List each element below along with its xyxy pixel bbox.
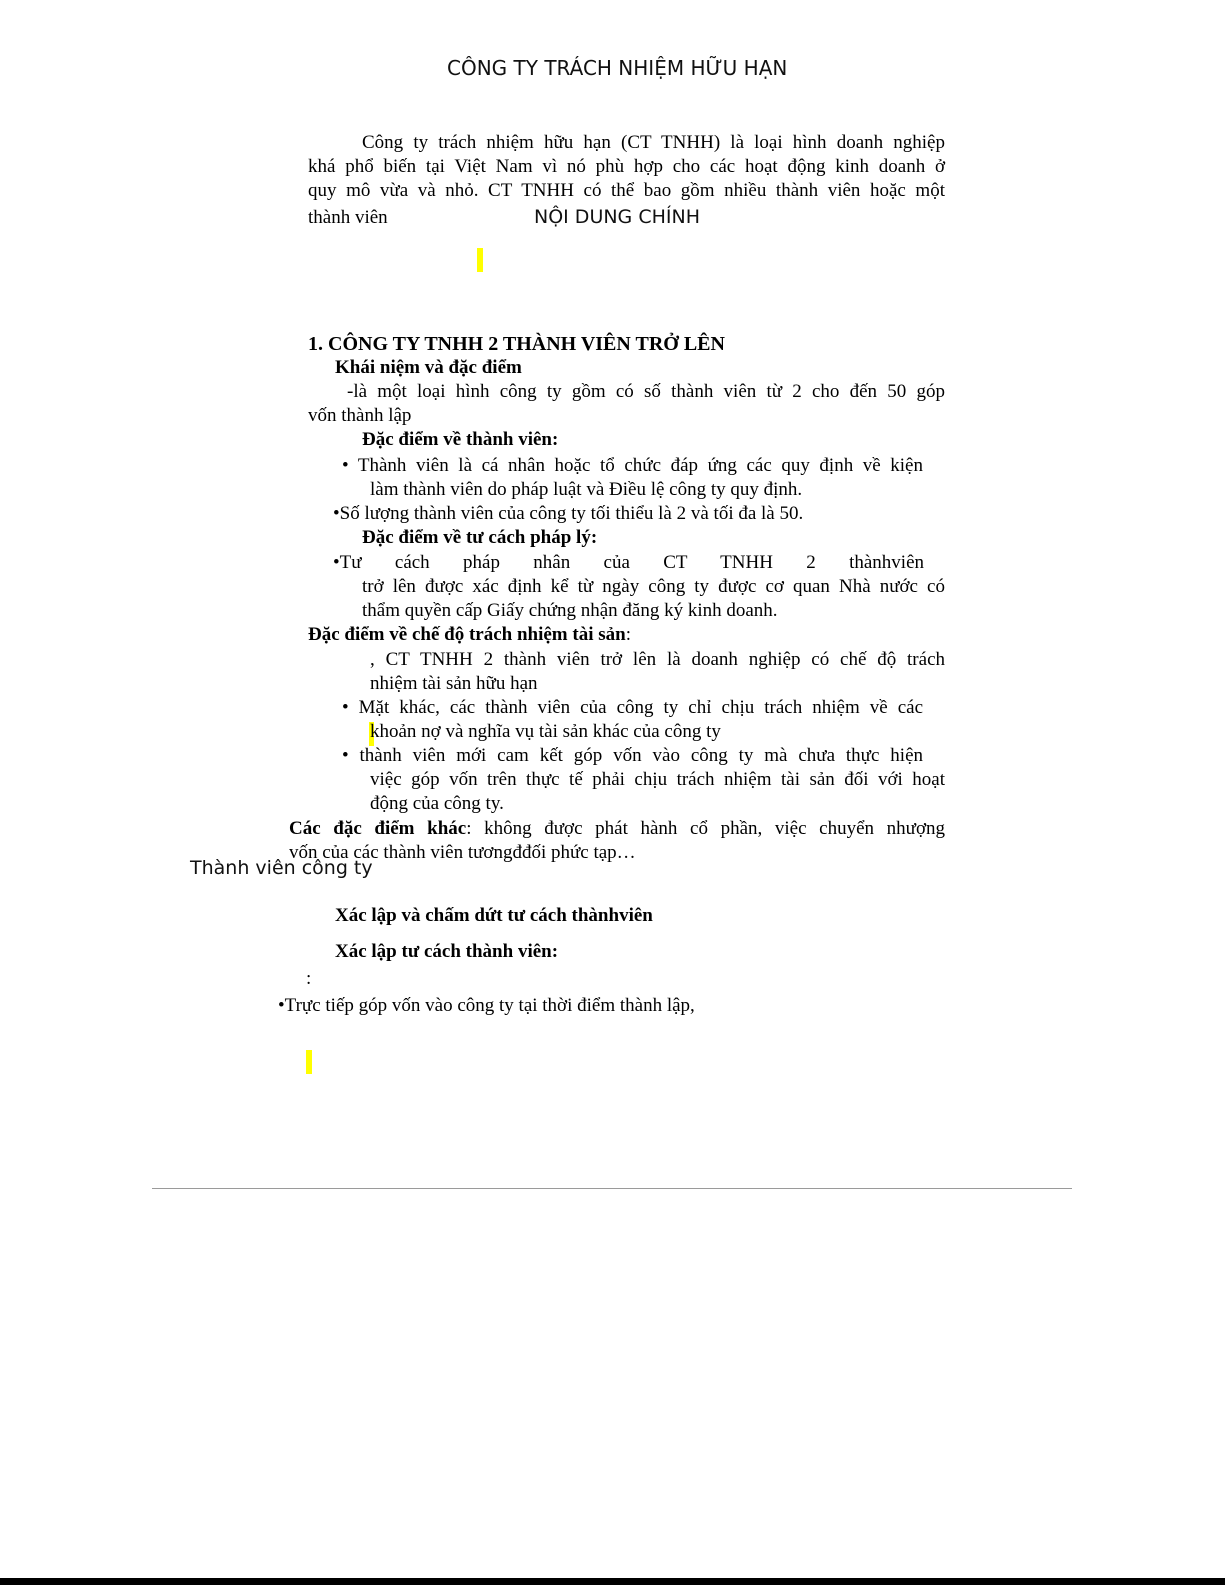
section1-title: 1. CÔNG TY TNHH 2 THÀNH VIÊN TRỞ LÊN (308, 333, 725, 355)
liability-bullet-1-cont: khoản nợ và nghĩa vụ tài sản khác của công ty (370, 721, 721, 742)
other-heading: Các đặc điểm khác (289, 818, 467, 839)
liability-bullet-2-cont: việc góp vốn trên thực tế phải chịu trách nhiệm tài sản đối với hoạt (370, 769, 945, 790)
highlight-mark (306, 1050, 312, 1074)
establish-subheading: Xác lập tư cách thành viên: (335, 941, 559, 962)
establish-heading: Xác lập và chấm dứt tư cách thànhviên (335, 905, 653, 926)
intro-line-1: Công ty trách nhiệm hữu hạn (CT TNHH) là loại hình doanh nghiệp (362, 132, 945, 153)
colon-line: : (306, 968, 312, 989)
liability-heading: Đặc điểm về chế độ trách nhiệm tài sản (308, 624, 626, 645)
liability-bullet-2-end: động của công ty. (370, 793, 504, 814)
liability-bullet-1: • Mặt khác, các thành viên của công ty chỉ chịu trách nhiệm về các (342, 697, 923, 718)
overlay-heading: NỘI DUNG CHÍNH (534, 206, 700, 228)
liability-colon: : (625, 624, 631, 645)
liability-heading-row (308, 623, 631, 647)
concept-line-1: -là một loại hình công ty gồm có số thành viên từ 2 cho đến 50 góp (347, 381, 945, 402)
legal-heading: Đặc điểm về tư cách pháp lý: (362, 527, 598, 548)
legal-line-2: trở lên được xác định kể từ ngày công ty được cơ quan Nhà nước có (362, 576, 945, 597)
other-line-1 (289, 817, 945, 841)
other-text: : không được phát hành cổ phần, việc chuyển nhượng (466, 818, 945, 839)
header-title: CÔNG TY TRÁCH NHIỆM HỮU HẠN (447, 56, 788, 80)
legal-line-3: thẩm quyền cấp Giấy chứng nhận đăng ký kinh doanh. (362, 600, 778, 621)
legal-bullet: •Tư cách pháp nhân của CT TNHH 2 thànhviên (333, 552, 924, 573)
direct-contribution-line: •Trực tiếp góp vốn vào công ty tại thời điểm thành lập, (278, 995, 695, 1016)
intro-line-2: khá phổ biến tại Việt Nam vì nó phù hợp cho các hoạt động kinh doanh ở (308, 156, 945, 177)
concept-line-2: vốn thành lập (308, 405, 412, 426)
intro-line-3: quy mô vừa và nhỏ. CT TNHH có thể bao gồm nhiều thành viên hoặc một (308, 180, 945, 201)
intro-line-4: thành viên (308, 207, 388, 228)
bottom-bar (0, 1578, 1225, 1585)
sidebar-label: Thành viên công ty (190, 857, 373, 879)
member-bullet-2: •Số lượng thành viên của công ty tối thiểu là 2 và tối đa là 50. (333, 503, 804, 524)
liability-line-1: , CT TNHH 2 thành viên trở lên là doanh nghiệp có chế độ trách (370, 649, 945, 670)
page-divider (152, 1188, 1072, 1189)
member-bullet-1: • Thành viên là cá nhân hoặc tổ chức đáp ứng các quy định về kiện (342, 455, 923, 476)
member-heading: Đặc điểm về thành viên: (362, 429, 559, 450)
liability-bullet-2: • thành viên mới cam kết góp vốn vào công ty mà chưa thực hiện (342, 745, 923, 766)
concept-heading: Khái niệm và đặc điểm (335, 357, 522, 378)
member-bullet-1-cont: làm thành viên do pháp luật và Điều lệ công ty quy định. (370, 479, 803, 500)
highlight-mark (477, 248, 483, 272)
liability-line-2: nhiệm tài sản hữu hạn (370, 673, 538, 694)
other-line-2: vốn của các thành viên tươngđđối phức tạp… (289, 842, 636, 863)
